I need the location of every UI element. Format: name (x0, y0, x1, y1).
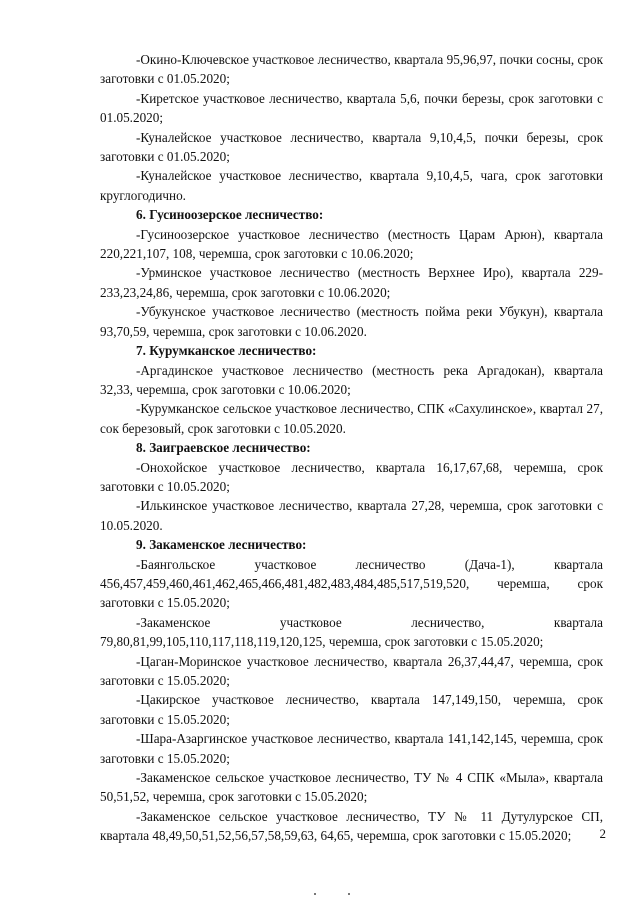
paragraph: -Баянгольское участковое лесничество (Дача-1), квартала 456,457,459,460,461,462,465,466,481,482,483,484,485,517,519,520, черемша, срок заготовки с 15.05.2020; (100, 556, 603, 611)
paragraph: -Шара-Азаргинское участковое лесничество, квартала 141,142,145, черемша, срок заготовки с 15.05.2020; (100, 731, 603, 766)
document-body (100, 50, 603, 846)
paragraph: -Закаменское участковое лесничество, квартала 79,80,81,99,105,110,117,118,119,120,125, черемша, срок заготовки с 15.05.2020; (100, 614, 603, 650)
paragraph: -Илькинское участковое лесничество, квартала 27,28, черемша, срок заготовки с 10.05.2020. (100, 498, 603, 533)
scan-mark (348, 893, 350, 895)
paragraph: -Убукунское участковое лесничество (местность поймa реки Убукун), квартала 93,70,59, черемша, срок заготовки с 10.06.2020. (100, 304, 603, 339)
section-heading: 9. Закаменское лесничество: (136, 537, 307, 553)
paragraph: -Окино-Ключевское участковое лесничество, квартала 95,96,97, почки сосны, срок заготовки с 01.05.2020; (100, 52, 603, 87)
paragraph: -Аргадинское участковое лесничество (местность река Аргадокан), квартала 32,33, черемша, срок заготовки с 10.06.2020; (100, 362, 603, 397)
scan-mark (314, 893, 316, 895)
paragraph: -Онохойское участковое лесничество, квартала 16,17,67,68, черемша, срок заготовки с 10.05.2020; (100, 459, 603, 494)
paragraph: -Закаменское сельское участковое лесничество, ТУ № 11 Дутулурское СП, квартала 48,49,50,51,52,56,57,58,59,63, 64,65, черемша, срок заготовки с 15.05.2020; (100, 808, 603, 844)
paragraph: -Куналейское участковое лесничество, квартала 9,10,4,5, чага, срок заготовки круглогодично. (100, 168, 603, 203)
section-heading: 7. Курумканское лесничество: (136, 343, 317, 359)
section-heading: 6. Гусиноозерское лесничество: (136, 207, 324, 223)
paragraph: -Урминское участковое лесничество (местность Верхнее Иро), квартала 229-233,23,24,86, черемша, срок заготовки с 10.06.2020; (100, 265, 603, 300)
paragraph: -Цаган-Моринское участковое лесничество, квартала 26,37,44,47, черемша, срок заготовки с 15.05.2020; (100, 653, 603, 688)
paragraph: -Цакирское участковое лесничество, квартала 147,149,150, черемша, срок заготовки с 15.05.2020; (100, 692, 603, 727)
paragraph: -Киретское участковое лесничество, квартала 5,6, почки березы, срок заготовки с 01.05.2020; (100, 90, 603, 126)
paragraph: -Закаменское сельское участковое лесничество, ТУ № 4 СПК «Мыла», квартала 50,51,52, черемша, срок заготовки с 15.05.2020; (100, 770, 603, 805)
section-heading: 8. Заиграевское лесничество: (136, 440, 311, 456)
paragraph: -Куналейское участковое лесничество, квартала 9,10,4,5, почки березы, срок заготовки с 01.05.2020; (100, 129, 603, 165)
page-number: 2 (599, 826, 606, 841)
paragraph: -Курумканское сельское участковое лесничество, СПК «Сахулинское», квартал 27, сок березовый, срок заготовки с 10.05.2020. (100, 401, 603, 436)
paragraph: -Гусиноозерское участковое лесничество (местность Царам Арюн), квартала 220,221,107, 108, черемша, срок заготовки с 10.06.2020; (100, 226, 603, 262)
